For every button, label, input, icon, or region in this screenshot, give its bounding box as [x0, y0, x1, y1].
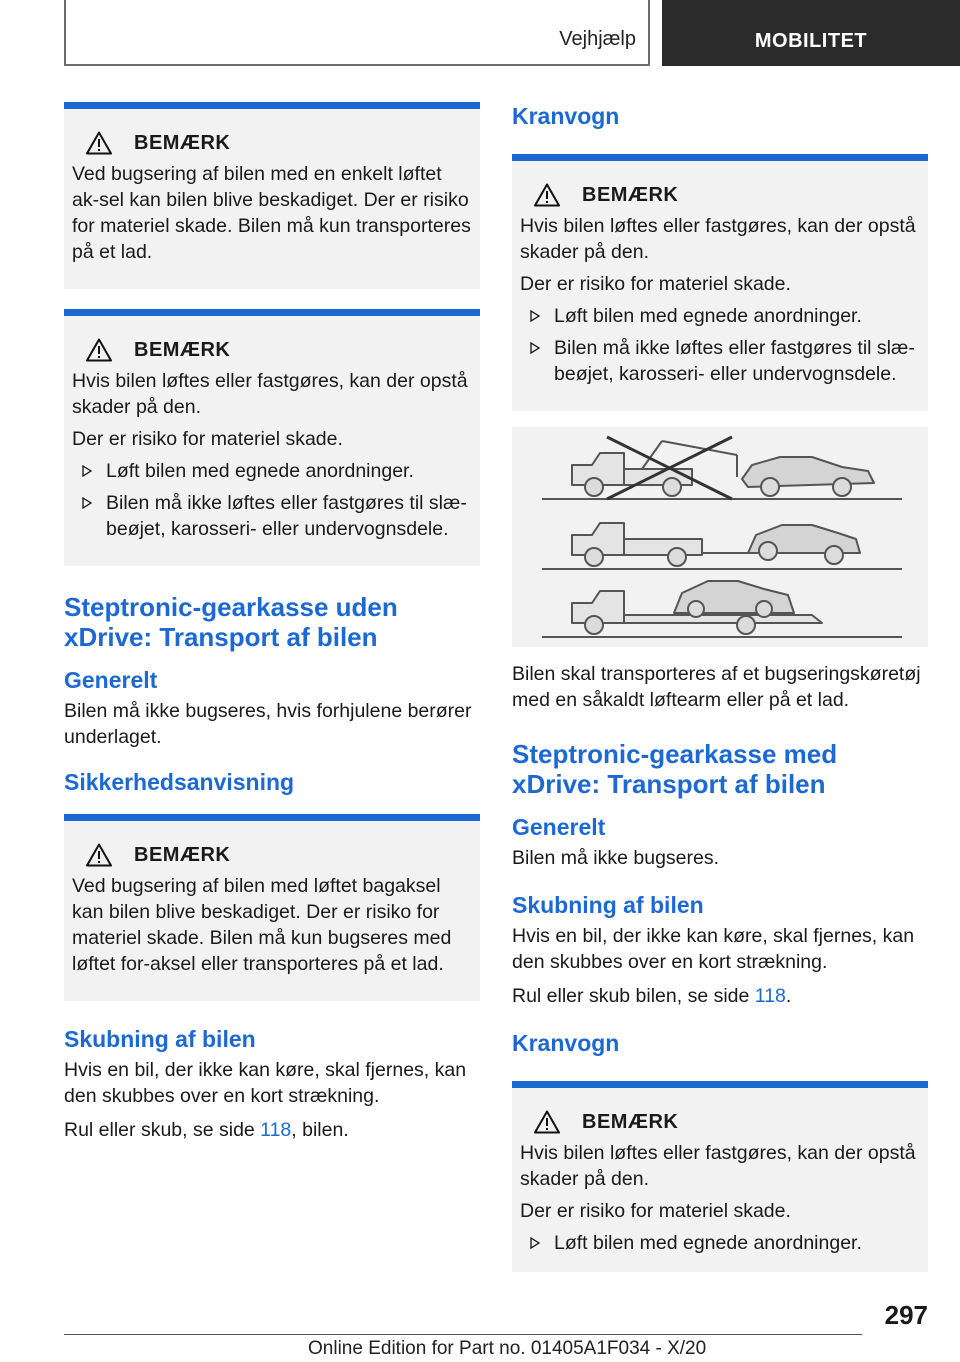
header-section: Vejhjælp: [559, 28, 636, 50]
section-heading: Steptronic-gearkasse uden xDrive: Transport af bilen: [64, 592, 398, 652]
triangle-bullet-icon: [530, 342, 540, 354]
list-item: Løft bilen med egnede anordninger.: [520, 303, 920, 329]
footer-divider: [64, 1334, 862, 1335]
subsection-heading: Skubning af bilen: [64, 1026, 256, 1052]
footer-edition: Online Edition for Part no. 01405A1F034 - X/20: [308, 1338, 707, 1359]
page-link[interactable]: 118: [754, 985, 786, 1007]
triangle-bullet-icon: [82, 465, 92, 477]
body-text: Bilen må ikke bugseres.: [512, 847, 720, 869]
warning-note: [64, 309, 480, 566]
subsection-heading: Generelt: [64, 667, 158, 693]
body-text: Rul eller skub, se side 118, bilen.: [64, 1119, 349, 1141]
warning-note: [64, 102, 480, 289]
triangle-bullet-icon: [530, 1237, 540, 1249]
note-bullet-list: [520, 303, 920, 387]
note-text: Ved bugsering af bilen med en enkelt løftet ak-sel kan bilen blive beskadiget. Der er risiko for materiel skade. Bilen må kun transporteres på et lad.: [72, 163, 471, 263]
note-title: BEMÆRK: [134, 131, 231, 154]
note-title: BEMÆRK: [582, 1110, 679, 1133]
warning-note: [512, 154, 928, 411]
note-text: Hvis bilen løftes eller fastgøres, kan der opstå skader på den.: [520, 215, 916, 263]
warning-triangle-icon: [534, 1110, 560, 1134]
note-text: Der er risiko for materiel skade.: [72, 428, 343, 450]
section-heading: Steptronic-gearkasse med xDrive: Transport af bilen: [512, 739, 838, 799]
list-item: Løft bilen med egnede anordninger.: [72, 458, 472, 484]
page-number: 297: [884, 1300, 928, 1330]
note-title: BEMÆRK: [134, 338, 231, 361]
warning-triangle-icon: [86, 131, 112, 155]
tow-truck-diagram: [512, 427, 928, 647]
page-link[interactable]: 118: [260, 1119, 292, 1141]
note-text: Hvis bilen løftes eller fastgøres, kan der opstå skader på den.: [72, 370, 468, 418]
warning-note: [512, 1081, 928, 1272]
subsection-heading: Generelt: [512, 814, 606, 840]
note-text: Ved bugsering af bilen med løftet bagaksel kan bilen blive beskadiget. Der er risiko for materiel skade. Bilen må kun bugseres med løftet for-aksel eller transporteres på et lad.: [72, 875, 452, 975]
warning-triangle-icon: [86, 338, 112, 362]
towing-illustration: [512, 427, 928, 647]
body-text: Bilen må ikke bugseres, hvis forhjulene berører underlaget.: [64, 700, 472, 748]
header-chapter-tab[interactable]: MOBILITET: [662, 0, 960, 66]
right-column: [512, 102, 928, 1292]
warning-triangle-icon: [534, 183, 560, 207]
triangle-bullet-icon: [82, 497, 92, 509]
warning-note: [64, 814, 480, 1001]
list-item: Bilen må ikke løftes eller fastgøres til slæ-beøjet, karosseri- eller undervognsdele.: [520, 335, 920, 387]
note-text: Der er risiko for materiel skade.: [520, 1200, 791, 1222]
note-title: BEMÆRK: [134, 843, 231, 866]
note-title: BEMÆRK: [582, 183, 679, 206]
figure-caption: Bilen skal transporteres af et bugseringskøretøj med en såkaldt løftearm eller på et lad.: [512, 663, 921, 711]
subsection-heading: Kranvogn: [512, 1030, 620, 1056]
note-bullet-list: [72, 458, 472, 542]
body-text: Hvis en bil, der ikke kan køre, skal fjernes, kan den skubbes over en kort strækning.: [512, 925, 915, 973]
body-text: Rul eller skub bilen, se side 118.: [512, 985, 792, 1007]
note-text: Der er risiko for materiel skade.: [520, 273, 791, 295]
note-text: Hvis bilen løftes eller fastgøres, kan der opstå skader på den.: [520, 1142, 916, 1190]
left-column: [64, 102, 480, 1151]
triangle-bullet-icon: [530, 310, 540, 322]
note-bullet-list: [520, 1230, 920, 1256]
subsection-heading: Kranvogn: [512, 103, 620, 129]
subsection-heading: Skubning af bilen: [512, 892, 704, 918]
subsection-heading: Sikkerhedsanvisning: [64, 769, 295, 795]
body-text: Hvis en bil, der ikke kan køre, skal fjernes, kan den skubbes over en kort strækning.: [64, 1059, 467, 1107]
list-item: Bilen må ikke løftes eller fastgøres til slæ-beøjet, karosseri- eller undervognsdele.: [72, 490, 472, 542]
warning-triangle-icon: [86, 843, 112, 867]
list-item: Løft bilen med egnede anordninger.: [520, 1230, 920, 1256]
